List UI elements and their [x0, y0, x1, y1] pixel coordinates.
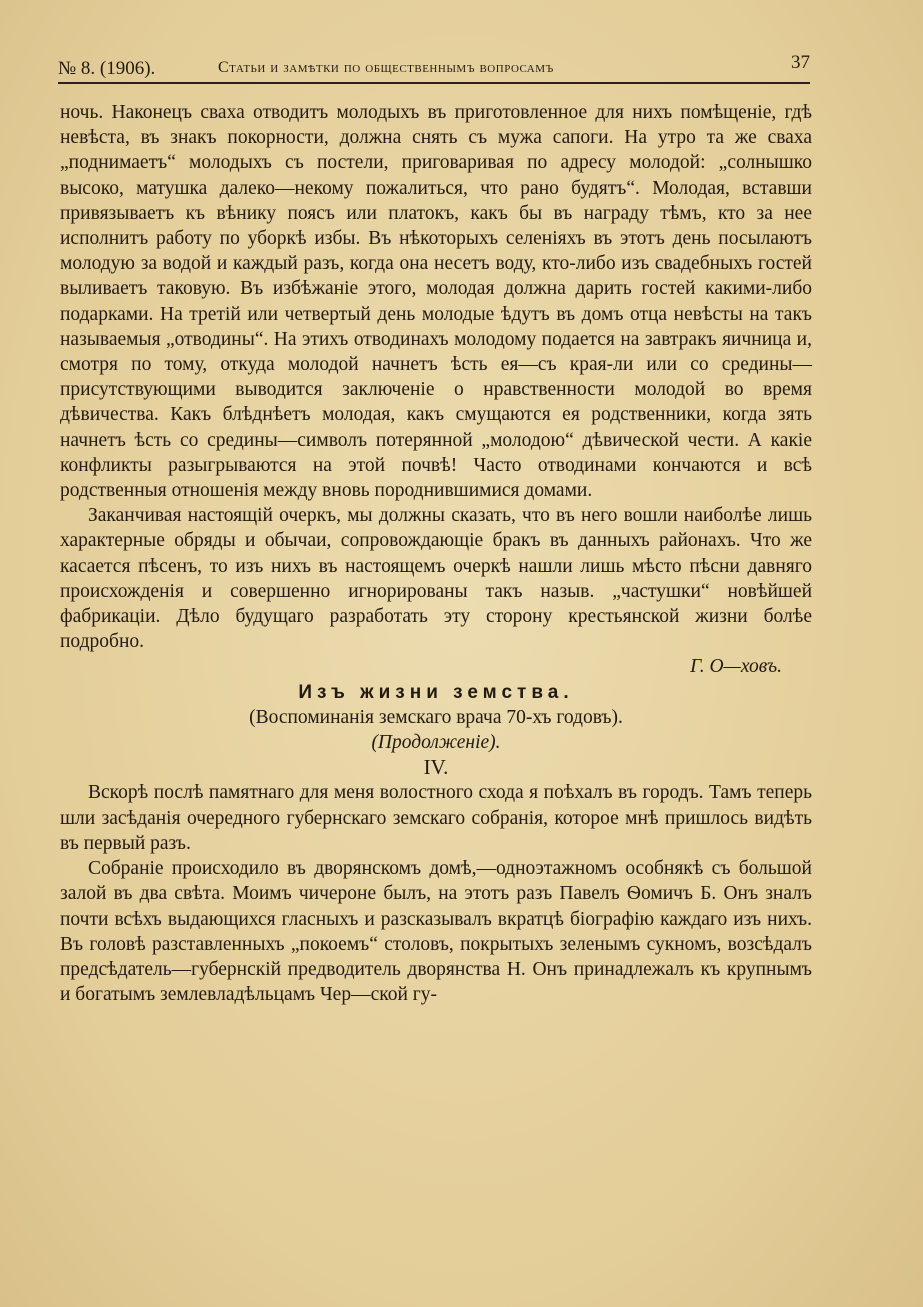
chapter-number: IV.	[423, 755, 449, 780]
paragraph: Собраніе происходило въ дворянскомъ домѣ,—одноэтажномъ особнякѣ съ большой залой въ два свѣта. Моимъ чичероне былъ, на этотъ разъ Павелъ Ѳомичъ Б. Онъ зналъ почти всѣхъ выдающихся гласныхъ и разсказывалъ вкратцѣ біографію каждаго изъ нихъ. Въ головѣ разставленныхъ „покоемъ“ столовъ, покрытыхъ зеленымъ сукномъ, возсѣдалъ предсѣдатель—губернскій предводитель дворянства Н. Онъ принадлежалъ къ крупнымъ и богатымъ землевладѣльцамъ Чер—ской гу-	[60, 858, 812, 1006]
running-header	[58, 52, 810, 82]
section-heading: Статьи и замѣтки по общественнымъ вопросамъ	[218, 59, 554, 76]
article-title: Изъ жизни земства.	[298, 681, 574, 703]
header-rule	[58, 82, 810, 84]
author-signature: Г. О—ховъ.	[690, 656, 782, 678]
paragraph: Заканчивая настоящій очеркъ, мы должны сказать, что въ него вошли наиболѣе лишь характерные обряды и обычаи, сопровождающіе бракъ въ данныхъ районахъ. Что же касается пѣсенъ, то изъ нихъ въ настоящемъ очеркѣ нашли лишь мѣсто пѣсни давняго происхожденія и совершенно игнорированы такъ назыв. „частушки“ новѣйшей фабрикаціи. Дѣло будущаго разработать эту сторону крестьянской жизни болѣе подробно.	[60, 505, 812, 653]
issue-number: № 8. (1906).	[58, 58, 156, 79]
paragraph: ночь. Наконецъ сваха отводитъ молодыхъ въ приготовленное для нихъ помѣщеніе, гдѣ невѣста, въ знакъ покорности, должна снять съ мужа сапоги. На утро та же сваха „поднимаетъ“ молодыхъ съ постели, приговаривая по адресу молодой: „солнышко высоко, матушка далеко—некому пожалиться, что рано будятъ“. Молодая, вставши привязываетъ къ вѣнику поясъ или платокъ, какъ бы въ награду тѣмъ, кто за нее исполнитъ работу по уборкѣ избы. Въ нѣкоторыхъ селеніяхъ въ этотъ день посылаютъ молодую за водой и каждый разъ, когда она несетъ воду, кто-либо изъ свадебныхъ гостей выливаетъ таковую. Въ избѣжаніе этого, молодая должна дарить гостей какими-либо подарками. На третій или четвертый день молодые ѣдутъ въ домъ отца невѣсты на такъ называемыя „отводины“. На этихъ отводинахъ молодому подается на завтракъ яичница и, смотря по тому, откуда молодой начнетъ ѣсть ея—съ края-ли или со средины—присутствующими выводится заключеніе о нравственности молодой во время дѣвичества. Какъ блѣднѣетъ молодая, какъ смущаются ея родственники, когда зять начнетъ ѣсть со средины—символъ потерянной „молодою“ дѣвической чести. А какіе конфликты разыгрываются на этой почвѣ! Часто отводинами кончаются и всѣ родственныя отношенія между вновь породнившимися домами.	[60, 102, 812, 502]
page-body	[60, 100, 812, 1007]
continuation-note: (Продолженіе).	[371, 732, 501, 754]
article-subtitle: (Воспоминанія земскаго врача 70-хъ годовъ).	[249, 706, 623, 728]
page-number: 37	[791, 52, 810, 73]
paragraph: Вскорѣ послѣ памятнаго для меня волостного схода я поѣхалъ въ городъ. Тамъ теперь шли засѣданія очередного губернскаго земскаго собранія, которое мнѣ пришлось видѣть въ первый разъ.	[60, 782, 812, 854]
